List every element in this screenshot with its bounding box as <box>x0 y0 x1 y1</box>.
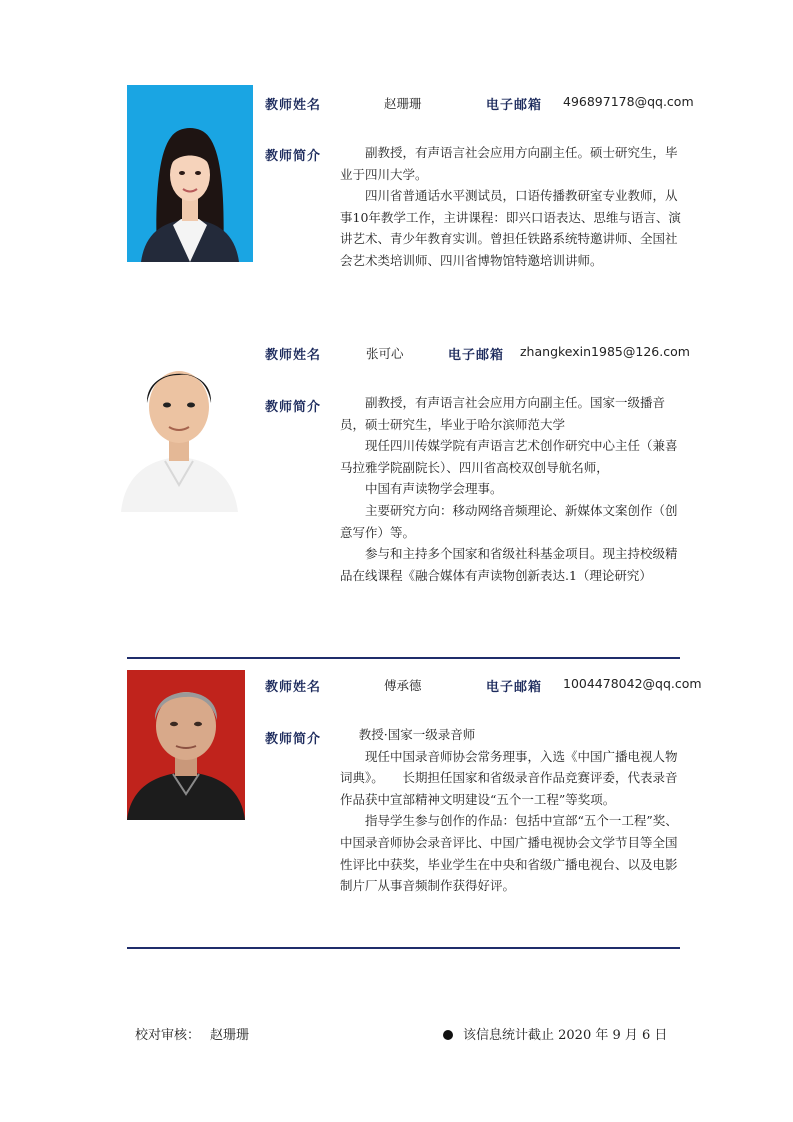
bio-label-2: 教师简介 <box>265 400 322 415</box>
reviewer-line <box>135 1024 259 1043</box>
bio-paragraph: 现任四川传媒学院有声语言艺术创作研究中心主任（兼喜马拉雅学院副院长）、四川省高校双创导航名师， <box>340 438 678 475</box>
cutoff-note <box>443 1024 667 1043</box>
bio-paragraph: 副教授，有声语言社会应用方向副主任。国家一级播音员，硕士研究生，毕业于哈尔滨师范大学 <box>340 395 666 432</box>
teacher-email-3[interactable]: 1004478042@qq.com <box>563 676 702 691</box>
email-label-2: 电子邮箱 <box>448 348 505 363</box>
teacher-name-2: 张可心 <box>366 346 404 361</box>
name-label-3: 教师姓名 <box>265 680 322 695</box>
reviewer-label: 校对审核： <box>135 1028 201 1043</box>
teacher-name-3: 傅承德 <box>384 678 422 693</box>
name-label-1: 教师姓名 <box>265 98 322 113</box>
teacher-bio-3 <box>340 724 685 897</box>
section-divider-1 <box>127 657 680 659</box>
bio-paragraph: 参与和主持多个国家和省级社科基金项目。现主持校级精品在线课程《融合媒体有声读物创新表达.1（理论研究） <box>340 546 678 583</box>
bio-label-3: 教师简介 <box>265 732 322 747</box>
bio-paragraph: 指导学生参与创作的作品：包括中宣部“五个一工程”奖、中国录音师协会录音评比、中国广播电视协会文学节目等全国性评比中获奖，毕业学生在中央和省级广播电视台、以及电影制片厂从事音频制作获得好评。 <box>340 813 678 894</box>
email-label-3: 电子邮箱 <box>486 680 543 695</box>
section-divider-2 <box>127 947 680 949</box>
bio-paragraph: 教授·国家一级录音师 <box>358 727 476 742</box>
teacher-photo-2 <box>121 345 238 512</box>
bio-paragraph: 中国有声读物学会理事。 <box>365 481 503 497</box>
teacher-photo-1 <box>127 85 253 262</box>
teacher-name-1: 赵珊珊 <box>384 96 422 111</box>
bio-paragraph: 现任中国录音师协会常务理事，入选《中国广播电视人物词典》。 长期担任国家和省级录音作品竞赛评委，代表录音作品获中宣部精神文明建设“五个一工程”等奖项。 <box>340 748 678 807</box>
name-label-2: 教师姓名 <box>265 348 322 363</box>
portrait-older-man-icon <box>127 670 245 820</box>
teacher-photo-3 <box>127 670 245 820</box>
teacher-email-1[interactable]: 496897178@qq.com <box>563 94 694 109</box>
bio-paragraph: 主要研究方向：移动网络音频理论、新媒体文案创作（创意写作）等。 <box>340 502 678 540</box>
bio-label-1: 教师简介 <box>265 149 322 164</box>
email-label-1: 电子邮箱 <box>486 98 543 113</box>
teacher-bio-1 <box>340 142 685 272</box>
teacher-email-2[interactable]: zhangkexin1985@126.com <box>520 344 690 359</box>
cutoff-note-text: 该信息统计截止 2020 年 9 月 6 日 <box>463 1028 668 1043</box>
bio-paragraph: 副教授，有声语言社会应用方向副主任。硕士研究生，毕业于四川大学。 <box>340 145 678 182</box>
bio-paragraph: 四川省普通话水平测试员，口语传播教研室专业教师，从事10年教学工作，主讲课程：即兴口语表达、思维与语言、演讲艺术、青少年教育实训。曾担任铁路系统特邀讲师、全国社会艺术类培训师、四川省博物馆特邀培训讲师。 <box>340 188 681 268</box>
reviewer-name: 赵珊珊 <box>210 1028 250 1043</box>
portrait-young-man-icon <box>121 345 238 512</box>
bullet-icon <box>443 1030 453 1040</box>
portrait-woman-icon <box>127 85 253 262</box>
teacher-bio-2 <box>340 392 685 586</box>
